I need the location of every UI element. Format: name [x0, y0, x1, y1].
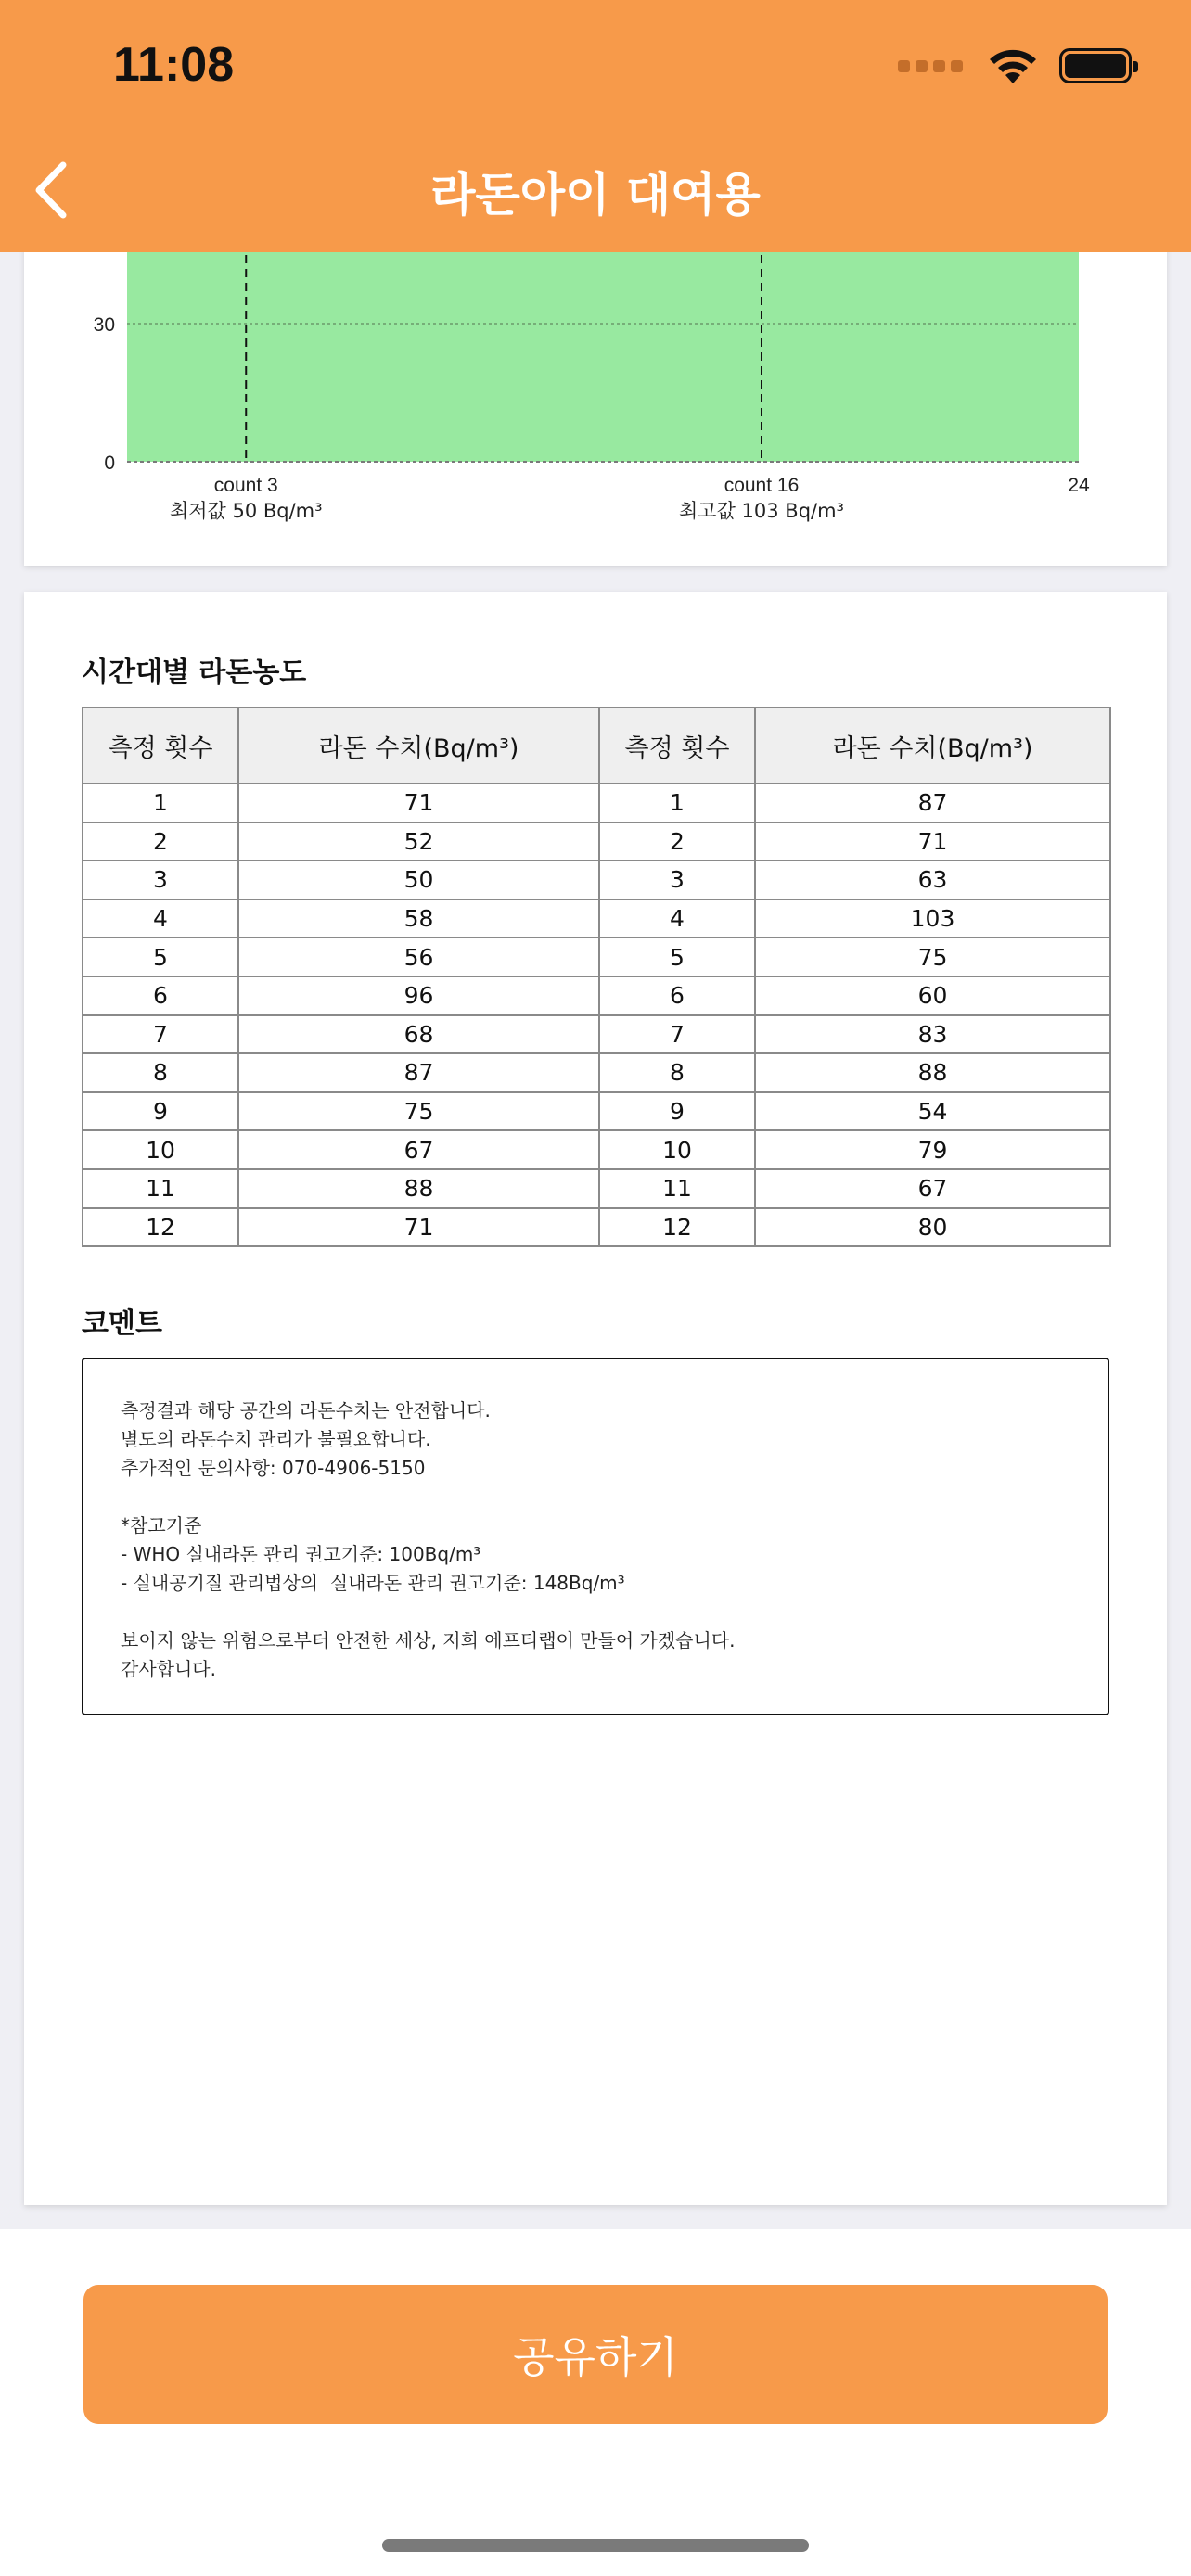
table-cell: 4 [83, 899, 238, 938]
table-cell: 1 [599, 784, 755, 823]
table-section-title: 시간대별 라돈농도 [82, 657, 307, 689]
comment-line [121, 1483, 1070, 1511]
table-cell: 12 [83, 1208, 238, 1247]
table-cell: 6 [599, 976, 755, 1015]
comment-line: 별도의 라돈수치 관리가 불필요합니다. [121, 1428, 431, 1450]
table-cell: 54 [755, 1092, 1110, 1131]
x-end-tick-label: 24 [1068, 475, 1090, 496]
table-cell: 5 [599, 937, 755, 976]
radon-table [82, 707, 1111, 1247]
table-cell: 3 [599, 861, 755, 899]
table-cell: 71 [755, 823, 1110, 861]
status-time: 11:08 [113, 38, 235, 92]
table-cell: 7 [83, 1015, 238, 1054]
table-row [83, 1208, 1110, 1247]
table-cell: 5 [83, 937, 238, 976]
table-cell: 87 [238, 1053, 599, 1092]
table-cell: 4 [599, 899, 755, 938]
min-marker-label: count 3 [213, 475, 278, 496]
table-cell: 60 [755, 976, 1110, 1015]
comment-section-title: 코멘트 [82, 1307, 162, 1340]
table-row [83, 1130, 1110, 1169]
table-header-row [83, 708, 1110, 784]
page-title: 라돈아이 대여용 [430, 168, 761, 222]
table-row [83, 1169, 1110, 1208]
table-cell: 52 [238, 823, 599, 861]
table-cell: 68 [238, 1015, 599, 1054]
table-cell: 71 [238, 1208, 599, 1247]
cellular-signal-icon [898, 60, 963, 72]
table-header-cell: 측정 횟수 [599, 708, 755, 784]
table-cell: 8 [83, 1053, 238, 1092]
table-cell: 9 [83, 1092, 238, 1131]
table-row [83, 1053, 1110, 1092]
wifi-icon [987, 46, 1039, 85]
comment-line: - WHO 실내라돈 관리 권고기준: 100Bq/m³ [121, 1543, 481, 1565]
table-cell: 12 [599, 1208, 755, 1247]
comment-line [121, 1598, 1070, 1626]
table-cell: 88 [238, 1169, 599, 1208]
table-cell: 83 [755, 1015, 1110, 1054]
table-cell: 3 [83, 861, 238, 899]
table-cell: 11 [83, 1169, 238, 1208]
table-cell: 50 [238, 861, 599, 899]
table-cell: 10 [599, 1130, 755, 1169]
table-row [83, 1015, 1110, 1054]
y-tick-label: 0 [104, 453, 115, 474]
table-row [83, 861, 1110, 899]
table-header-cell: 측정 횟수 [83, 708, 238, 784]
table-cell: 63 [755, 861, 1110, 899]
table-cell: 7 [599, 1015, 755, 1054]
table-cell: 6 [83, 976, 238, 1015]
table-cell: 67 [755, 1169, 1110, 1208]
comment-line: *참고기준 [121, 1514, 202, 1537]
comment-box [82, 1358, 1109, 1715]
table-cell: 96 [238, 976, 599, 1015]
table-cell: 8 [599, 1053, 755, 1092]
min-value-label: 최저값 50 Bq/m³ [169, 500, 323, 522]
table-row [83, 937, 1110, 976]
comment-line: 보이지 않는 위험으로부터 안전한 세상, 저희 에프티랩이 만들어 가겠습니다. [121, 1629, 736, 1651]
battery-icon [1059, 48, 1132, 83]
table-cell: 2 [83, 823, 238, 861]
share-button[interactable]: 공유하기 [83, 2285, 1108, 2424]
max-value-label: 최고값 103 Bq/m³ [679, 500, 844, 522]
table-cell: 75 [238, 1092, 599, 1131]
comment-line: 측정결과 해당 공간의 라돈수치는 안전합니다. [121, 1399, 491, 1422]
comment-line: 추가적인 문의사항: 070-4906-5150 [121, 1457, 426, 1479]
table-row [83, 1092, 1110, 1131]
table-cell: 79 [755, 1130, 1110, 1169]
table-row [83, 823, 1110, 861]
table-cell: 67 [238, 1130, 599, 1169]
y-tick-label: 30 [93, 314, 115, 336]
table-cell: 88 [755, 1053, 1110, 1092]
table-row [83, 976, 1110, 1015]
report-card [24, 592, 1167, 2205]
home-indicator [382, 2539, 809, 2552]
table-cell: 56 [238, 937, 599, 976]
table-cell: 2 [599, 823, 755, 861]
table-cell: 87 [755, 784, 1110, 823]
table-cell: 103 [755, 899, 1110, 938]
table-header-cell: 라돈 수치(Bq/m³) [238, 708, 599, 784]
status-icons [898, 43, 1132, 89]
table-cell: 75 [755, 937, 1110, 976]
comment-line: - 실내공기질 관리법상의 실내라돈 관리 권고기준: 148Bq/m³ [121, 1572, 625, 1594]
max-marker-label: count 16 [724, 475, 800, 496]
table-cell: 80 [755, 1208, 1110, 1247]
comment-line: 감사합니다. [121, 1658, 216, 1680]
table-cell: 9 [599, 1092, 755, 1131]
table-row [83, 899, 1110, 938]
table-row [83, 784, 1110, 823]
table-cell: 71 [238, 784, 599, 823]
app-header [0, 0, 1191, 252]
table-header-cell: 라돈 수치(Bq/m³) [755, 708, 1110, 784]
table-cell: 58 [238, 899, 599, 938]
table-cell: 1 [83, 784, 238, 823]
table-cell: 10 [83, 1130, 238, 1169]
table-cell: 11 [599, 1169, 755, 1208]
